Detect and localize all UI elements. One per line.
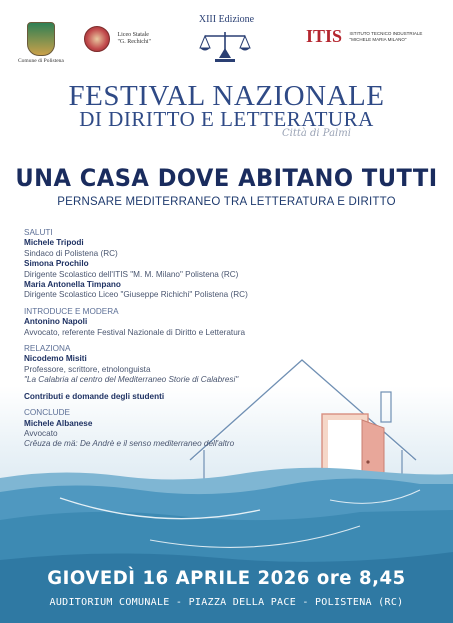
liceo-seal-icon (84, 26, 110, 52)
speaker-role: Dirigente Scolastico dell'ITIS "M. M. Milano" Polistena (RC) (24, 269, 239, 279)
saluti-heading: SALUTI (24, 228, 53, 237)
speaker-name: Simona Prochilo (24, 259, 89, 269)
event-date: GIOVEDÌ 16 APRILE 2026 ore 8,45 (47, 567, 406, 589)
speaker-name: Michele Tripodi (24, 238, 84, 248)
event-venue: AUDITORIUM COMUNALE - PIAZZA DELLA PACE - POLISTENA (RC) (49, 597, 404, 608)
comune-logo (18, 22, 64, 64)
speaker-role: Avvocato (24, 428, 58, 438)
itis-mark: ITIS (306, 26, 343, 46)
speaker-role: Sindaco di Polistena (RC) (24, 248, 118, 258)
liceo-label: Liceo Statale "G. Rechichi" (117, 32, 152, 45)
talk-title: "La Calabria al centro del Mediterraneo Storie di Calabresi" (24, 375, 239, 385)
edition-label: XIII Edizione (198, 14, 255, 25)
program-section (24, 228, 354, 450)
speaker-name: Maria Antonella Timpano (24, 280, 121, 290)
speaker-name: Nicodemo Misiti (24, 354, 87, 364)
liceo-logo (84, 26, 151, 52)
speaker-name: Antonino Napoli (24, 317, 88, 327)
itis-label: ISTITUTO TECNICO INDUSTRIALE "MICHELE MARIA MILANO" (349, 30, 423, 42)
comune-crest-icon (27, 22, 55, 56)
festival-title-line2: DI DIRITTO E LETTERATURA (79, 107, 374, 131)
intro-heading: INTRODUCE E MODERA (24, 306, 119, 316)
speaker-role: Dirigente Scolastico Liceo "Giuseppe Richichi" Polistena (RC) (24, 290, 248, 300)
speaker-name: Michele Albanese (24, 418, 93, 428)
festival-title-line1: FESTIVAL NAZIONALE (68, 80, 385, 112)
comune-label: Comune di Polistena (18, 58, 64, 64)
conclude-heading: CONCLUDE (24, 408, 70, 418)
event-subtitle: PERNSARE MEDITERRANEO TRA LETTERATURA E DIRITTO (57, 196, 396, 208)
itis-logo (306, 26, 422, 47)
relaziona-heading: RELAZIONA (24, 344, 71, 354)
scales-of-justice-icon (199, 28, 251, 66)
talk-title: Crêuza de mä: De Andrè e il senso mediterraneo dell'altro (24, 439, 235, 449)
event-title: UNA CASA DOVE ABITANO TUTTI (15, 164, 438, 192)
speaker-role: Professore, scrittore, etnolonguista (24, 364, 151, 374)
students-contributions: Contributi e domande degli studenti (24, 391, 165, 401)
speaker-role: Avvocato, referente Festival Nazionale di Diritto e Letteratura (24, 327, 246, 337)
sea-waves-background (0, 440, 453, 623)
city-signature: Città di Palmi (282, 128, 351, 139)
